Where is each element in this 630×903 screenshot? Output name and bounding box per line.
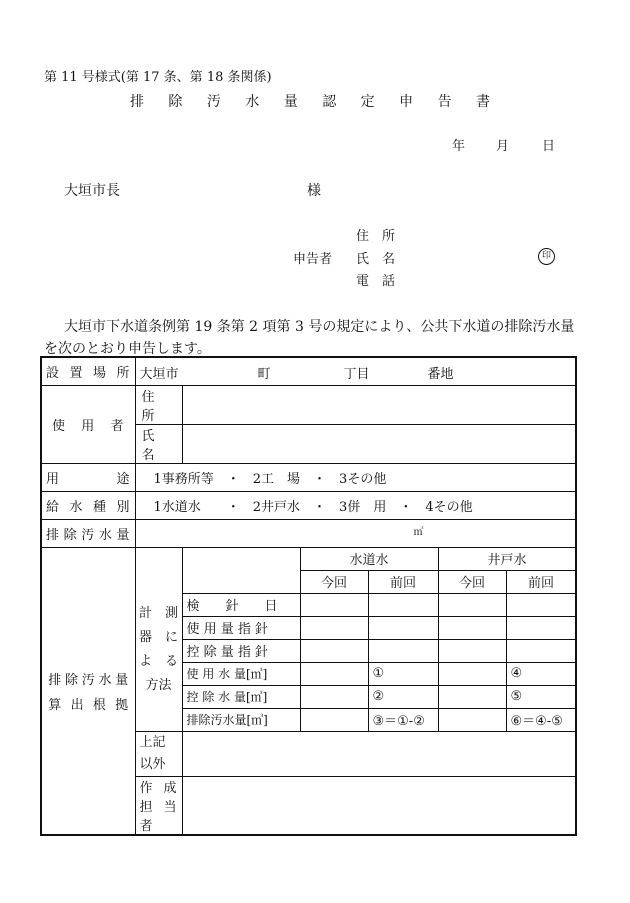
tap-current-cell[interactable] <box>300 708 368 731</box>
other-method-field[interactable] <box>182 731 576 776</box>
method-char: 測 <box>165 606 179 621</box>
declarant-label: 申告者 <box>293 252 333 267</box>
tap-current-cell[interactable] <box>300 685 368 708</box>
method-char: よ <box>138 654 152 669</box>
well-previous-header: 前回 <box>506 570 576 593</box>
well-previous-cell[interactable]: ⑤ <box>506 685 576 708</box>
basis-label-line2: 算出根拠 <box>48 697 129 713</box>
well-previous-cell[interactable]: ⑥＝④-⑤ <box>506 708 576 731</box>
user-name-field[interactable] <box>182 424 576 463</box>
method-char: に <box>165 630 179 645</box>
discharge-unit: ㎥ <box>413 526 424 538</box>
water-usage-label: 使 用 水 量[㎥] <box>182 662 300 685</box>
tap-previous-cell[interactable]: ③＝①-② <box>368 708 438 731</box>
basis-label-line1: 排除汚水量 <box>48 672 129 688</box>
method-char: 器 <box>138 630 152 645</box>
method-char: 方法 <box>145 678 172 693</box>
well-current-cell[interactable] <box>438 708 506 731</box>
meter-reading-date-label: 検 針 日 <box>182 593 300 616</box>
other-line2: 以外 <box>139 756 166 772</box>
deduction-volume-label: 控 除 水 量[㎥] <box>182 685 300 708</box>
other-line1: 上記 <box>139 734 166 750</box>
user-address-field[interactable] <box>182 385 576 424</box>
discharge-volume-field[interactable] <box>135 519 576 547</box>
tap-previous-cell[interactable] <box>368 616 438 639</box>
form-title: 排 除 汚 水 量 認 定 申 告 書 <box>129 94 501 110</box>
seal-stamp-mark: 印 <box>538 248 555 265</box>
form-number: 第 11 号様式(第 17 条、第 18 条関係) <box>44 70 272 85</box>
tap-current-cell[interactable] <box>300 616 368 639</box>
date-month: 月 <box>496 139 510 154</box>
preparer-label: 作成担当者 <box>135 776 182 835</box>
tap-previous-cell[interactable] <box>368 639 438 662</box>
location-town: 町 <box>257 367 271 382</box>
tap-current-header: 今回 <box>300 570 368 593</box>
tap-current-cell[interactable] <box>300 593 368 616</box>
addressee: 大垣市長 <box>64 183 120 199</box>
location-chome: 丁目 <box>343 367 370 382</box>
discharge-volume-label: 排除汚水量 <box>41 519 135 547</box>
phone-label: 電 話 <box>356 274 396 289</box>
date-year: 年 <box>452 139 466 154</box>
well-current-header: 今回 <box>438 570 506 593</box>
declaration-table <box>40 356 577 836</box>
well-previous-cell[interactable] <box>506 639 576 662</box>
user-label: 使用者 <box>41 385 135 463</box>
tap-previous-header: 前回 <box>368 570 438 593</box>
location-label: 設置場所 <box>41 357 135 385</box>
well-previous-cell[interactable] <box>506 616 576 639</box>
well-current-cell[interactable] <box>438 616 506 639</box>
user-name-label: 氏 名 <box>135 424 182 463</box>
discharge-volume-row-label: 排除汚水量[㎥] <box>182 708 300 731</box>
deduction-meter-reading-label: 控 除 量 指 針 <box>182 639 300 662</box>
method-char: 計 <box>138 606 152 621</box>
tap-current-cell[interactable] <box>300 662 368 685</box>
well-current-cell[interactable] <box>438 685 506 708</box>
honorific: 様 <box>307 183 321 199</box>
user-address-label: 住 所 <box>135 385 182 424</box>
location-city: 大垣市 <box>139 367 179 382</box>
address-label: 住 所 <box>356 229 396 244</box>
usage-options[interactable]: 1事務所等 ・ 2工 場 ・ 3その他 <box>135 463 576 491</box>
tap-current-cell[interactable] <box>300 639 368 662</box>
name-label: 氏 名 <box>356 252 396 267</box>
tap-water-header: 水道水 <box>300 547 438 570</box>
usage-meter-reading-label: 使 用 量 指 針 <box>182 616 300 639</box>
basis-label <box>41 547 135 835</box>
preparer-field[interactable] <box>182 776 576 835</box>
well-previous-cell[interactable] <box>506 593 576 616</box>
tap-previous-cell[interactable]: ① <box>368 662 438 685</box>
supply-type-label: 給水種別 <box>41 491 135 519</box>
supply-type-options[interactable]: 1水道水 ・ 2井戸水 ・ 3併 用 ・ 4その他 <box>135 491 576 519</box>
well-current-cell[interactable] <box>438 593 506 616</box>
well-current-cell[interactable] <box>438 639 506 662</box>
location-banchi: 番地 <box>427 367 454 382</box>
well-previous-cell[interactable]: ④ <box>506 662 576 685</box>
date-day: 日 <box>542 139 556 154</box>
other-method-label <box>135 731 182 776</box>
well-water-header: 井戸水 <box>438 547 576 570</box>
tap-previous-cell[interactable]: ② <box>368 685 438 708</box>
usage-label: 用途 <box>41 463 135 491</box>
basis-corner <box>182 547 300 593</box>
tap-previous-cell[interactable] <box>368 593 438 616</box>
well-current-cell[interactable] <box>438 662 506 685</box>
declaration-paragraph: 大垣市下水道条例第 19 条第 2 項第 3 号の規定により、公共下水道の排除汚水量を次のとおり申告します。 <box>44 319 575 357</box>
meter-method-label <box>135 547 182 731</box>
location-field[interactable] <box>135 357 576 385</box>
method-char: る <box>165 654 179 669</box>
